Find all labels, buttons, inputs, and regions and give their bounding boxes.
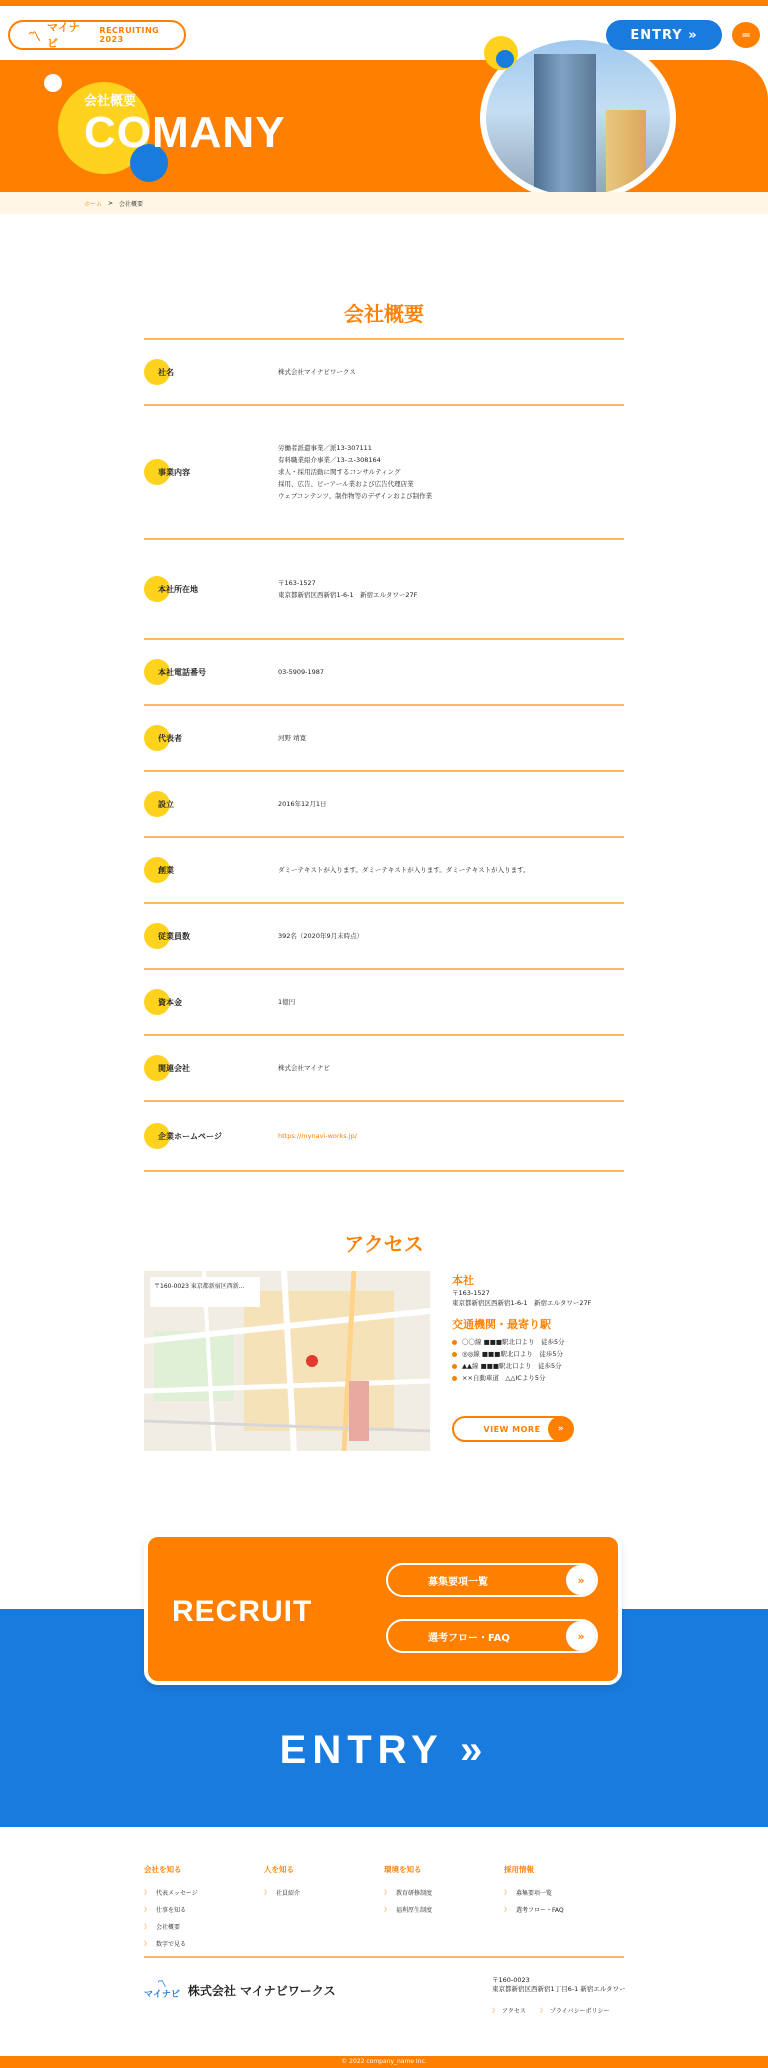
footer-privacy-link[interactable]: 》 プライバシーポリシー bbox=[540, 2006, 610, 2015]
office-heading: 本社 bbox=[452, 1274, 474, 1287]
footer-links bbox=[492, 2006, 610, 2015]
footer-link[interactable]: 》 会社概要 bbox=[144, 1919, 264, 1936]
breadcrumb-home[interactable]: ホーム bbox=[84, 200, 103, 208]
bullet-icon bbox=[452, 1376, 457, 1381]
list-item bbox=[452, 1348, 642, 1360]
table-row bbox=[144, 638, 624, 704]
selection-flow-label: 選考フロー・FAQ bbox=[428, 1632, 510, 1644]
list-item bbox=[452, 1360, 642, 1372]
footer-column-heading: 人を知る bbox=[264, 1865, 294, 1874]
row-label: 本社所在地 bbox=[144, 584, 278, 595]
map-label: 〒160-0023 東京都新宿区西新... bbox=[154, 1283, 245, 1290]
entry-button[interactable]: ENTRY » bbox=[606, 20, 722, 50]
row-value: 〒163-1527 東京都新宿区西新宿1-6-1 新宿エルタワー27F bbox=[278, 579, 418, 599]
row-value: 河野 靖寛 bbox=[278, 734, 307, 742]
footer-access-link[interactable]: 》 アクセス bbox=[492, 2006, 526, 2015]
footer-company-name: 株式会社 マイナビワークス bbox=[187, 1983, 336, 1998]
recruiting-tag: RECRUITING 2023 bbox=[99, 26, 160, 44]
access-map[interactable] bbox=[144, 1271, 430, 1451]
row-value: 株式会社マイナビワークス bbox=[278, 368, 356, 376]
company-heading: 会社概要 bbox=[344, 302, 424, 326]
row-label: 設立 bbox=[144, 799, 278, 810]
breadcrumb-separator: > bbox=[108, 199, 114, 207]
site-logo[interactable] bbox=[8, 20, 186, 50]
footer-link[interactable]: 》 仕事を知る bbox=[144, 1902, 264, 1919]
recruit-card bbox=[144, 1533, 622, 1685]
homepage-link[interactable]: https://mynavi-works.jp/ bbox=[278, 1132, 357, 1140]
footer-link[interactable]: 》 募集要項一覧 bbox=[504, 1885, 624, 1902]
office-address: 東京都新宿区西新宿1-6-1 新宿エルタワー27F bbox=[452, 1299, 592, 1307]
recruit-title: RECRUIT bbox=[172, 1595, 313, 1628]
footer-column bbox=[504, 1864, 624, 1953]
footer-link[interactable]: 》 選考フロー・FAQ bbox=[504, 1902, 624, 1919]
job-listings-label: 募集要項一覧 bbox=[428, 1576, 488, 1588]
chevron-right-icon: » bbox=[566, 1621, 596, 1651]
station-text: ▲▲線 ■■■駅北口より 徒歩5分 bbox=[462, 1362, 562, 1370]
row-value: 労働者派遣事業／派13-307111 有料職業紹介事業／13-ユ-308164 求人・採用活動に関するコンサルティング 採用、広告、ピーアール業および広告代理店業 ウェブコンテンツ、制作物等のデザインおよび制作業 bbox=[278, 444, 433, 500]
mynavi-logo-icon: 〽 マイナビ bbox=[144, 1980, 180, 2000]
station-text: ××自動車道 △△ICより5分 bbox=[462, 1374, 546, 1382]
footer-nav bbox=[144, 1864, 624, 1953]
chevron-right-icon: » bbox=[566, 1565, 596, 1595]
table-row bbox=[144, 902, 624, 968]
table-row bbox=[144, 404, 624, 538]
decor-blue-dot bbox=[496, 50, 514, 68]
footer-column-heading: 環境を知る bbox=[384, 1865, 422, 1874]
table-row bbox=[144, 1034, 624, 1100]
row-label: 代表者 bbox=[144, 733, 278, 744]
selection-flow-button[interactable] bbox=[386, 1619, 598, 1653]
row-label: 創業 bbox=[144, 865, 278, 876]
office-postal: 〒163-1527 bbox=[452, 1289, 490, 1297]
footer-column-heading: 採用情報 bbox=[504, 1865, 534, 1874]
hero-title: COMANY bbox=[84, 108, 286, 157]
list-item bbox=[452, 1372, 642, 1384]
list-item bbox=[452, 1336, 642, 1348]
logo-mark-text: マイナビ bbox=[144, 1990, 180, 2000]
footer-column-heading: 会社を知る bbox=[144, 1865, 182, 1874]
row-label: 事業内容 bbox=[144, 467, 278, 478]
row-value: ダミーテキストが入ります。ダミーテキストが入ります。ダミーテキストが入ります。 bbox=[278, 866, 530, 874]
footer-link[interactable]: 》 福利厚生制度 bbox=[384, 1902, 504, 1919]
table-row bbox=[144, 538, 624, 638]
decor-white-dot bbox=[44, 74, 62, 92]
map-graphic bbox=[144, 1271, 430, 1451]
bullet-icon bbox=[452, 1352, 457, 1357]
mynavi-logo-icon: 〽 bbox=[28, 29, 42, 45]
bullet-icon bbox=[452, 1340, 457, 1345]
footer-address-text: 東京都新宿区西新宿1丁目6-1 新宿エルタワー bbox=[492, 1985, 626, 1993]
footer-link[interactable]: 》 代表メッセージ bbox=[144, 1885, 264, 1902]
view-more-button[interactable] bbox=[452, 1416, 572, 1442]
top-accent-bar bbox=[0, 0, 768, 6]
hero-subtitle: 会社概要 bbox=[84, 94, 137, 109]
row-label: 本社電話番号 bbox=[144, 667, 278, 678]
job-listings-button[interactable] bbox=[386, 1563, 598, 1597]
breadcrumb-current: 会社概要 bbox=[119, 200, 144, 208]
footer-address bbox=[492, 1976, 626, 1994]
row-label: 従業員数 bbox=[144, 931, 278, 942]
table-row bbox=[144, 836, 624, 902]
station-text: 〇〇線 ■■■駅北口より 徒歩5分 bbox=[462, 1338, 565, 1346]
row-value: 392名（2020年9月末時点） bbox=[278, 932, 364, 940]
breadcrumb bbox=[0, 192, 768, 214]
menu-icon: ═ bbox=[742, 28, 750, 42]
row-label: 関連会社 bbox=[144, 1063, 278, 1074]
brand-name: マイナビ bbox=[47, 21, 80, 50]
row-value[interactable] bbox=[278, 1130, 357, 1142]
row-label: 社名 bbox=[144, 367, 278, 378]
access-heading: アクセス bbox=[344, 1232, 424, 1256]
footer-column bbox=[144, 1864, 264, 1953]
access-info bbox=[452, 1272, 642, 1384]
tower-shape bbox=[534, 54, 596, 202]
footer-postal: 〒160-0023 bbox=[492, 1976, 530, 1984]
row-label: 企業ホームページ bbox=[144, 1131, 278, 1142]
footer-column bbox=[384, 1864, 504, 1953]
footer-link[interactable]: 》 社員紹介 bbox=[264, 1885, 384, 1902]
table-row bbox=[144, 968, 624, 1034]
copyright: © 2022 company_name Inc. bbox=[0, 2056, 768, 2068]
row-value: 1億円 bbox=[278, 998, 296, 1006]
footer-divider bbox=[144, 1956, 624, 1958]
table-row bbox=[144, 770, 624, 836]
footer-column bbox=[264, 1864, 384, 1953]
row-label: 資本金 bbox=[144, 997, 278, 1008]
table-row bbox=[144, 1100, 624, 1172]
entry-big-link[interactable]: ENTRY » bbox=[279, 1728, 489, 1772]
row-value: 株式会社マイナビ bbox=[278, 1064, 330, 1072]
footer-logo[interactable] bbox=[144, 1980, 336, 2000]
station-list bbox=[452, 1336, 642, 1384]
table-row bbox=[144, 338, 624, 404]
transit-heading: 交通機関・最寄り駅 bbox=[452, 1318, 551, 1331]
bullet-icon bbox=[452, 1364, 457, 1369]
tower-shape-2 bbox=[606, 110, 646, 202]
chevron-right-icon: » bbox=[548, 1416, 574, 1442]
menu-button[interactable] bbox=[730, 20, 762, 50]
footer-link[interactable]: 》 数字で見る bbox=[144, 1936, 264, 1953]
station-text: ◎◎線 ■■■駅北口より 徒歩5分 bbox=[462, 1350, 563, 1358]
row-value: 2016年12月1日 bbox=[278, 800, 327, 808]
company-table bbox=[144, 338, 624, 1172]
row-value: 03-5909-1987 bbox=[278, 668, 325, 676]
view-more-label: VIEW MORE bbox=[483, 1424, 541, 1434]
footer-link[interactable]: 》 教育研修制度 bbox=[384, 1885, 504, 1902]
table-row bbox=[144, 704, 624, 770]
